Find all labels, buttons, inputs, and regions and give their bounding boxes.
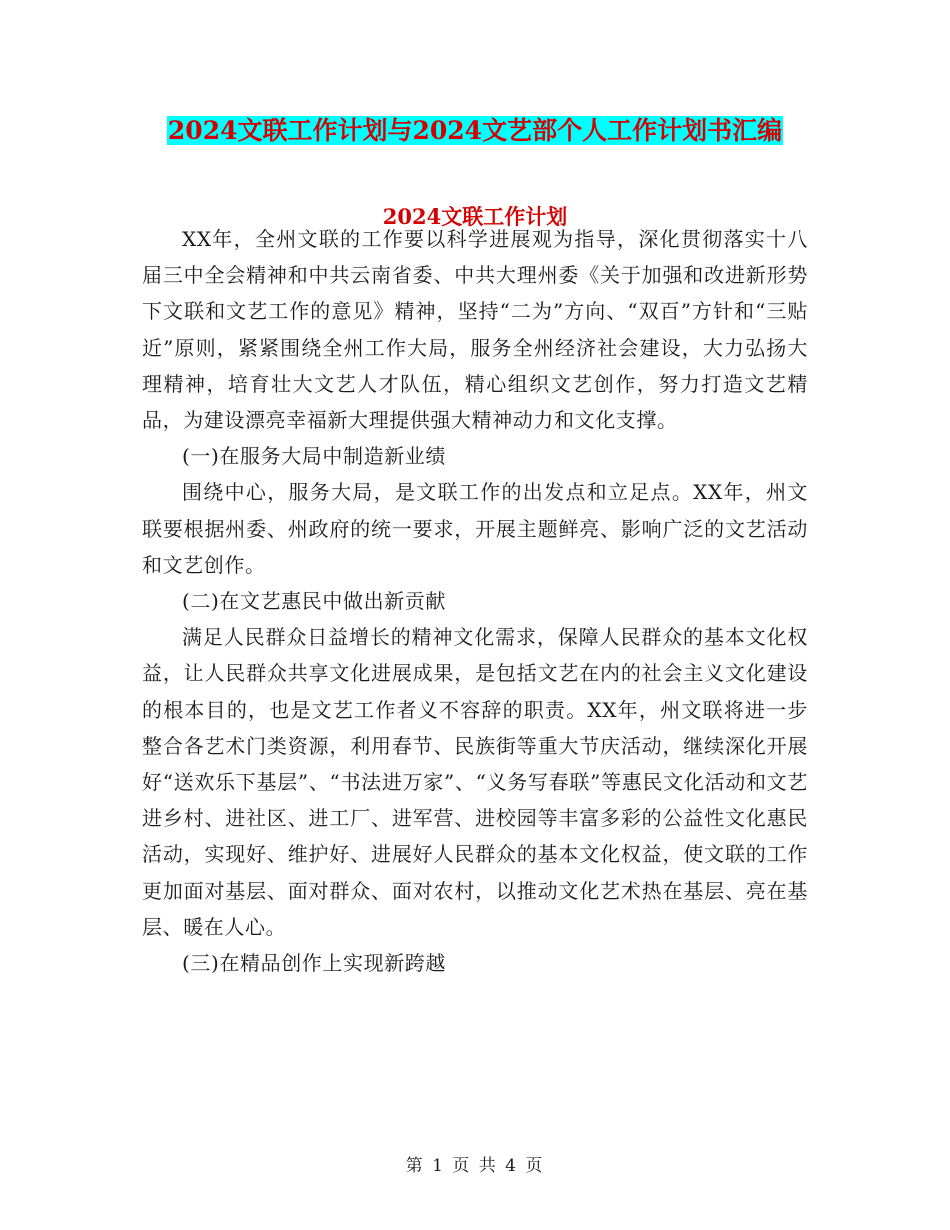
document-title-text: 2024文联工作计划与2024文艺部个人工作计划书汇编 bbox=[167, 116, 783, 145]
page-footer: 第 1 页 共 4 页 bbox=[405, 1156, 545, 1176]
subheading-2: (二)在文艺惠民中做出新贡献 bbox=[182, 589, 447, 614]
document-title bbox=[0, 112, 950, 150]
paragraph-2: 满足人民群众日益增长的精神文化需求，保障人民群众的基本文化权益，让人民群众共享文化进展成果，是包括文艺在内的社会主义文化建设的根本目的，也是文艺工作者义不容辞的职责。XX年，州文联将进一步整合各艺术门类资源，利用春节、民族街等重大节庆活动，继续深化开展好“送欢乐下基层”、“书法进万家”、“义务写春联”等惠民文化活动和文艺进乡村、进社区、进工厂、进军营、进校园等丰富多彩的公益性文化惠民活动，实现好、维护好、进展好人民群众的基本文化权益，使文联的工作更加面对基层、面对群众、面对农村，以推动文化艺术热在基层、亮在基层、暖在人心。 bbox=[142, 625, 808, 939]
paragraph-intro: XX年，全州文联的工作要以科学进展观为指导，深化贯彻落实十八届三中全会精神和中共云南省委、中共大理州委《关于加强和改进新形势下文联和文艺工作的意见》精神，坚持“二为”方向、“双百”方针和“三贴近”原则，紧紧围绕全州工作大局，服务全州经济社会建设，大力弘扬大理精神，培育壮大文艺人才队伍，精心组织文艺创作，努力打造文艺精品，为建设漂亮幸福新大理提供强大精神动力和文化支撑。 bbox=[142, 227, 808, 433]
section-title: 2024文联工作计划 bbox=[382, 204, 568, 229]
subheading-3: (三)在精品创作上实现新跨越 bbox=[182, 951, 447, 976]
paragraph-1: 围绕中心，服务大局，是文联工作的出发点和立足点。XX年，州文联要根据州委、州政府的统一要求，开展主题鲜亮、影响广泛的文艺活动和文艺创作。 bbox=[142, 480, 808, 577]
subheading-1: (一)在服务大局中制造新业绩 bbox=[182, 444, 447, 469]
document-body bbox=[142, 221, 808, 981]
